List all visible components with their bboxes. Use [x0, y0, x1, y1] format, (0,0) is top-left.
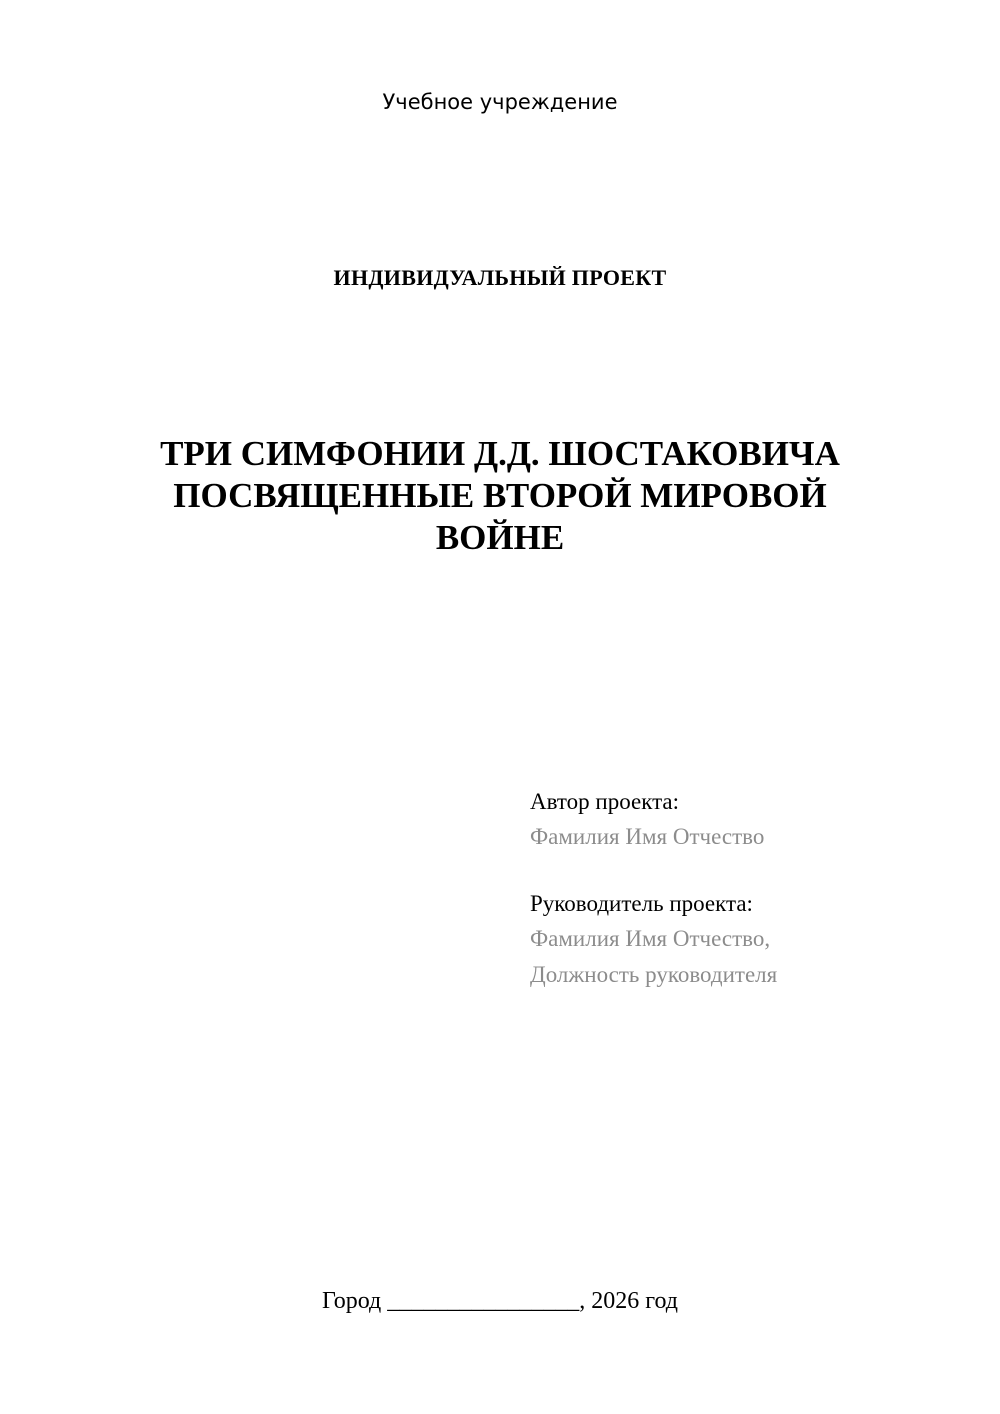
city-year-footer: Город ________________, 2026 год: [321, 1288, 679, 1314]
project-type-heading: ИНДИВИДУАЛЬНЫЙ ПРОЕКТ: [333, 265, 667, 290]
credits-section: [530, 785, 950, 1025]
supervisor-label: Руководитель проекта:: [530, 891, 753, 916]
author-block: [530, 785, 950, 855]
supervisor-value-name: Фамилия Имя Отчество,: [530, 926, 771, 951]
author-value: Фамилия Имя Отчество: [530, 824, 765, 849]
institution-name: Учебное учреждение: [382, 90, 618, 114]
author-label: Автор проекта:: [530, 789, 679, 814]
supervisor-block: [530, 887, 950, 993]
page-title: ТРИ СИМФОНИИ Д.Д. ШОСТАКОВИЧА ПОСВЯЩЕННЫЕ ВТОРОЙ МИРОВОЙ ВОЙНЕ: [160, 434, 840, 558]
supervisor-value-position: Должность руководителя: [530, 962, 778, 987]
